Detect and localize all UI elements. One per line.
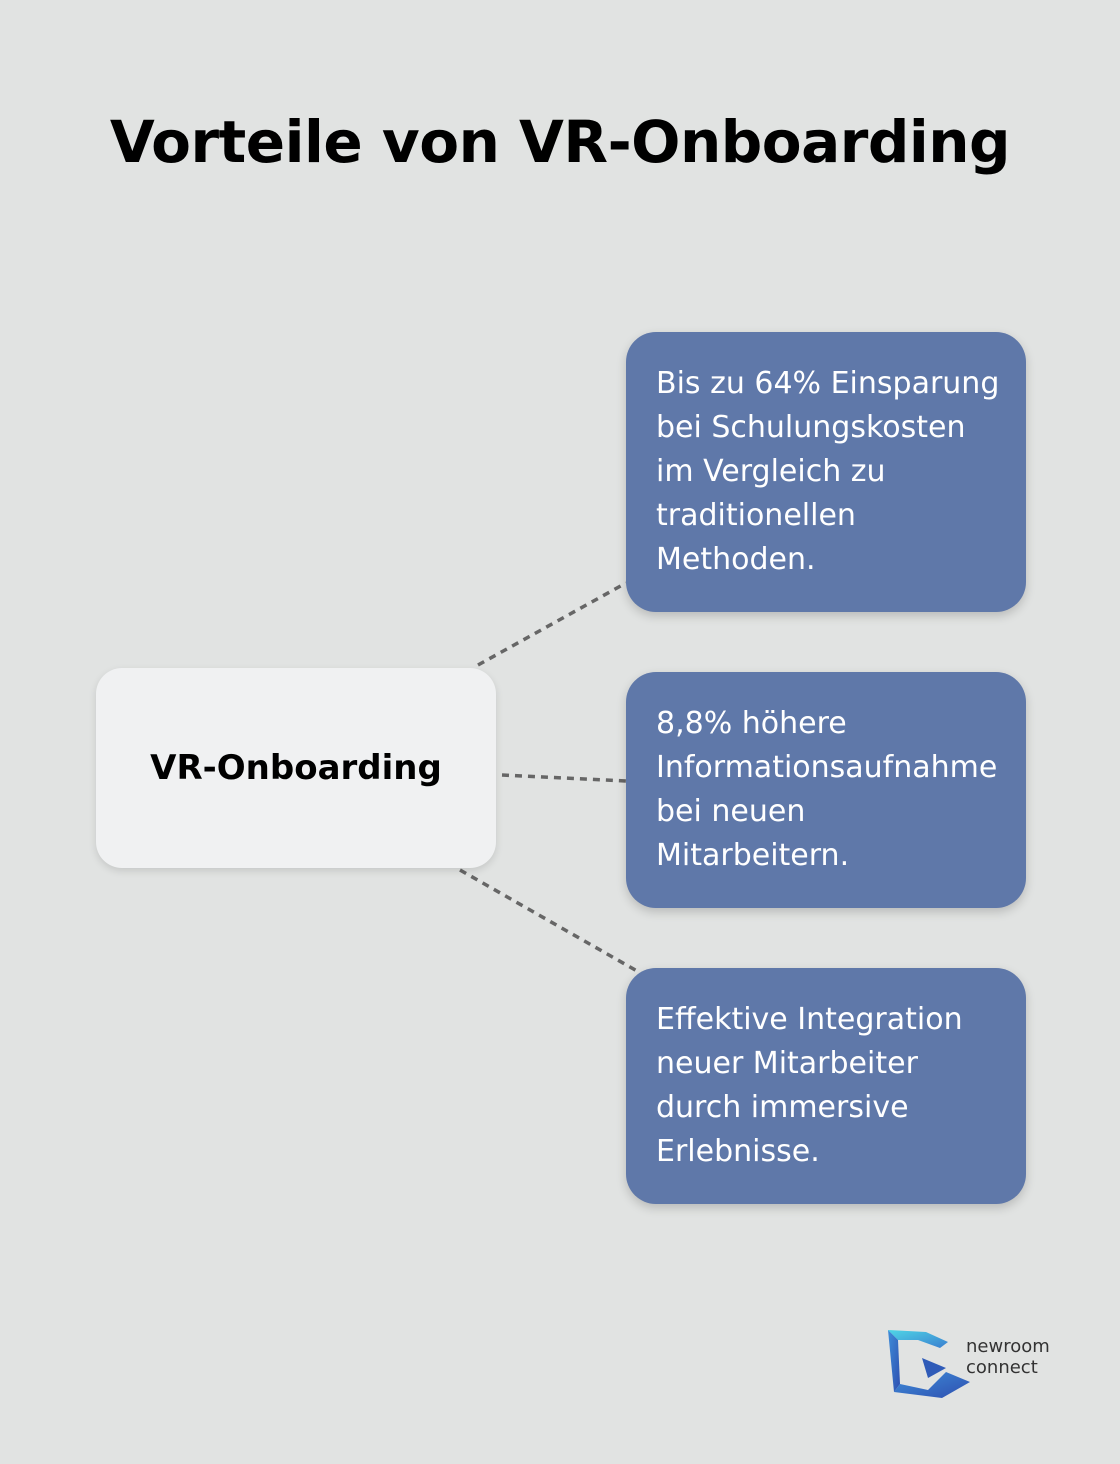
benefit-text-1: Bis zu 64% Einsparung bei Schulungskosten im Vergleich zu traditionellen Methoden. [656, 366, 1000, 577]
logo-wordmark [966, 1336, 1050, 1378]
benefit-card-1 [626, 332, 1026, 612]
logo-line-2: connect [966, 1357, 1038, 1378]
page-title: Vorteile von VR-Onboarding [109, 108, 1011, 176]
logo-line-1: newroom [966, 1336, 1050, 1357]
connector-line-3 [460, 870, 644, 975]
benefit-text-2: 8,8% höhere Informationsaufnahme bei neuen Mitarbeitern. [656, 706, 998, 873]
benefit-text-3: Effektive Integration neuer Mitarbeiter durch immersive Erlebnisse. [656, 1002, 963, 1169]
connector-line-2 [502, 775, 626, 781]
connector-line-1 [478, 583, 626, 665]
hub-node [96, 668, 496, 868]
benefit-card-2 [626, 672, 1026, 908]
benefit-card-3 [626, 968, 1026, 1204]
hub-label: VR-Onboarding [150, 748, 442, 788]
